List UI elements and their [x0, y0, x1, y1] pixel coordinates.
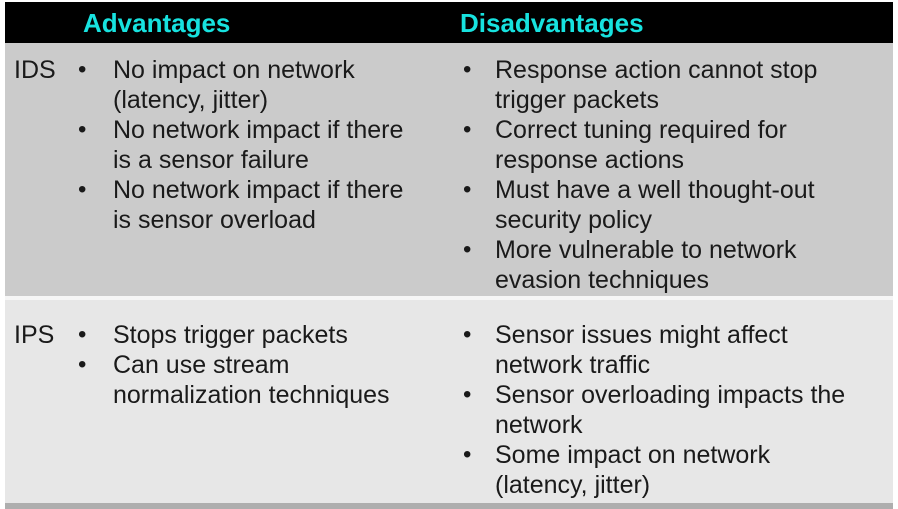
- bullet-item: • Stops trigger packets: [65, 320, 455, 350]
- ids-disadvantages-list: [455, 55, 893, 295]
- table-bottom-border: [5, 503, 893, 509]
- bullet-item: • Must have a well thought-out security policy: [455, 175, 893, 235]
- bullet-item: • More vulnerable to network evasion techniques: [455, 235, 893, 295]
- bullet-item: • No network impact if there is a sensor failure: [65, 115, 455, 175]
- ips-advantages-list: [65, 320, 455, 500]
- bullet-item: • Sensor issues might affect network traffic: [455, 320, 893, 380]
- row-label-ids: IDS: [14, 56, 56, 84]
- column-header-advantages: Advantages: [83, 7, 231, 38]
- ids-ips-comparison-table: [5, 2, 893, 509]
- column-header-disadvantages: Disadvantages: [460, 7, 644, 38]
- ids-advantages-list: [65, 55, 455, 295]
- bullet-item: • No network impact if there is sensor overload: [65, 175, 455, 235]
- bullet-item: • Response action cannot stop trigger packets: [455, 55, 893, 115]
- bullet-item: • Correct tuning required for response actions: [455, 115, 893, 175]
- bullet-item: • Some impact on network (latency, jitter): [455, 440, 893, 500]
- bullet-item: • No impact on network (latency, jitter): [65, 55, 455, 115]
- table-row-ips: [5, 300, 893, 503]
- table-row-ids: [5, 43, 893, 296]
- bullet-item: • Sensor overloading impacts the network: [455, 380, 893, 440]
- row-label-ips: IPS: [14, 321, 55, 349]
- ips-disadvantages-list: [455, 320, 893, 500]
- table-header-row: [5, 2, 893, 43]
- bullet-item: • Can use stream normalization techniques: [65, 350, 455, 410]
